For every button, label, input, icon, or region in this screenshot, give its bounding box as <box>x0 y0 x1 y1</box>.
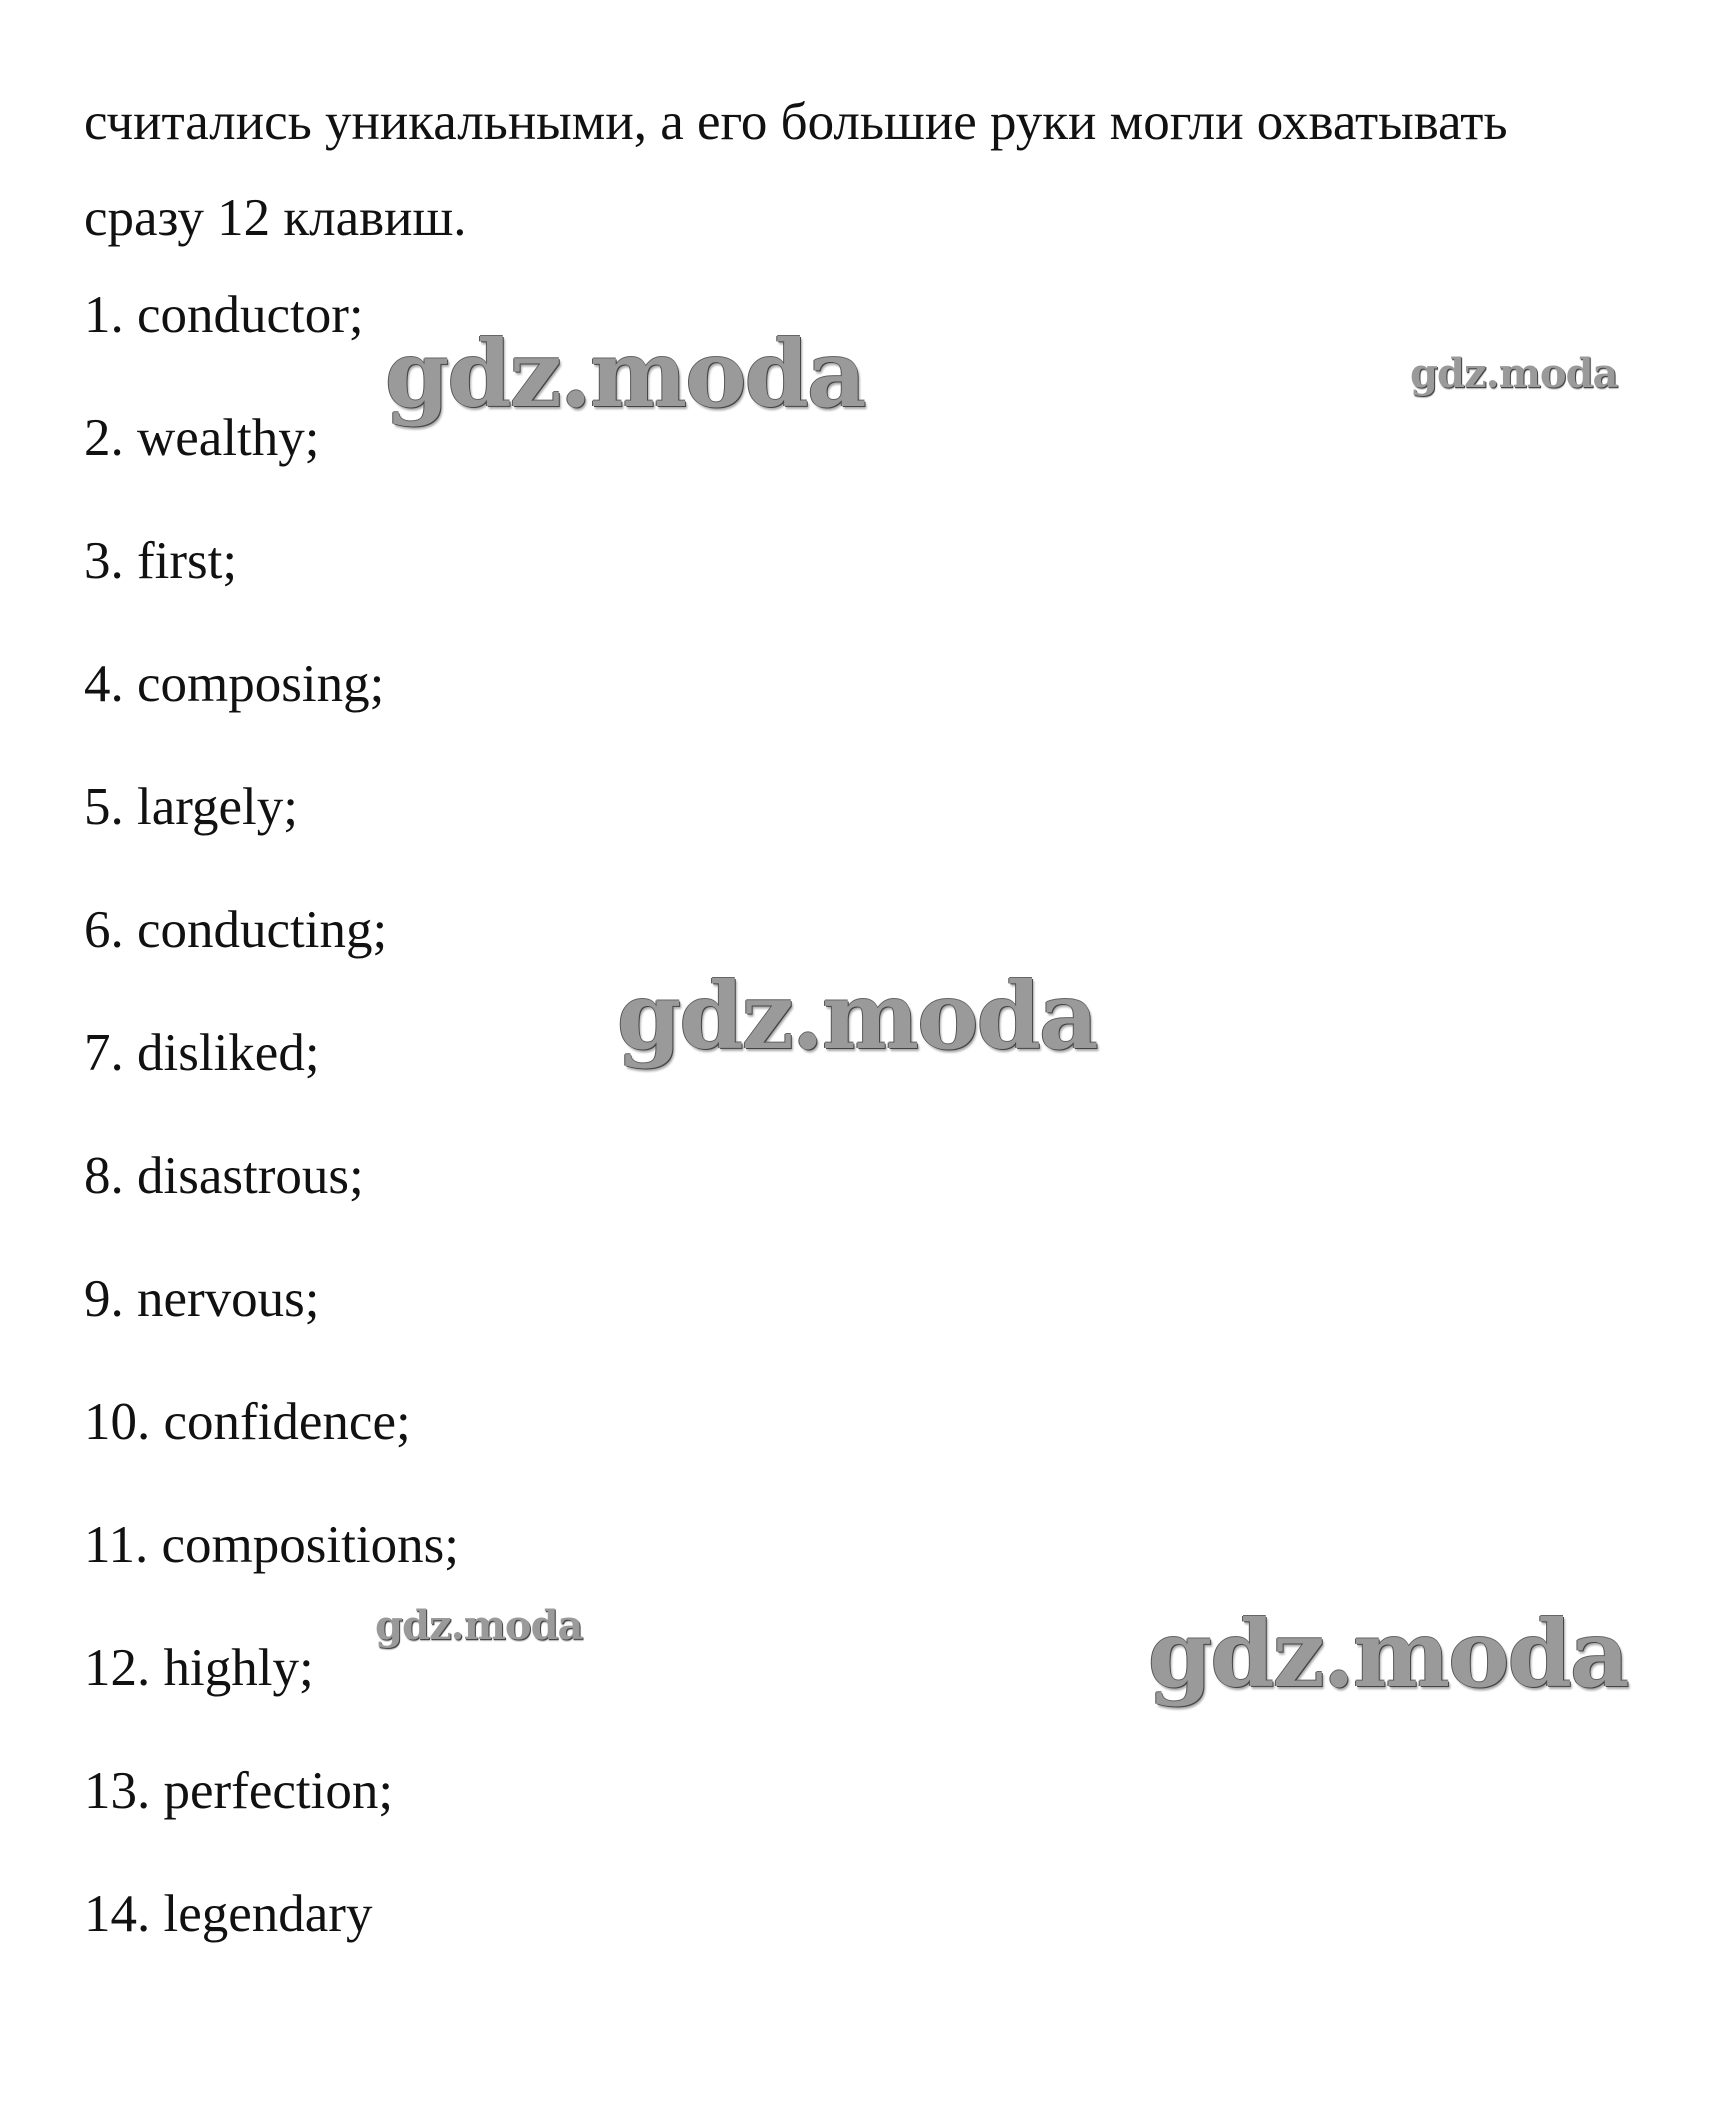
answer-item: 2. wealthy; <box>84 409 320 467</box>
answer-item: 10. confidence; <box>84 1393 411 1451</box>
intro-line: сразу 12 клавиш. <box>84 189 467 247</box>
answer-item: 14. legendary <box>84 1885 373 1943</box>
watermark: gdz.moda <box>1148 1600 1628 1708</box>
answer-item: 3. first; <box>84 532 238 590</box>
answer-item: 13. perfection; <box>84 1762 394 1820</box>
answer-item: 12. highly; <box>84 1639 314 1697</box>
intro-line: считались уникальными, а его большие руки могли охватывать <box>84 93 1508 151</box>
watermark: gdz.moda <box>375 1602 583 1649</box>
answer-item: 5. largely; <box>84 778 298 836</box>
answer-item: 6. conducting; <box>84 901 388 959</box>
watermark: gdz.moda <box>617 962 1097 1070</box>
watermark: gdz.moda <box>385 320 865 428</box>
answer-item: 4. composing; <box>84 655 385 713</box>
answer-list <box>84 284 459 2006</box>
watermark: gdz.moda <box>1410 350 1618 397</box>
answer-item: 7. disliked; <box>84 1024 320 1082</box>
answer-item: 11. compositions; <box>84 1516 459 1574</box>
intro-paragraph <box>84 74 1684 266</box>
answer-item: 9. nervous; <box>84 1270 320 1328</box>
answer-item: 8. disastrous; <box>84 1147 364 1205</box>
answer-item: 1. conductor; <box>84 286 364 344</box>
